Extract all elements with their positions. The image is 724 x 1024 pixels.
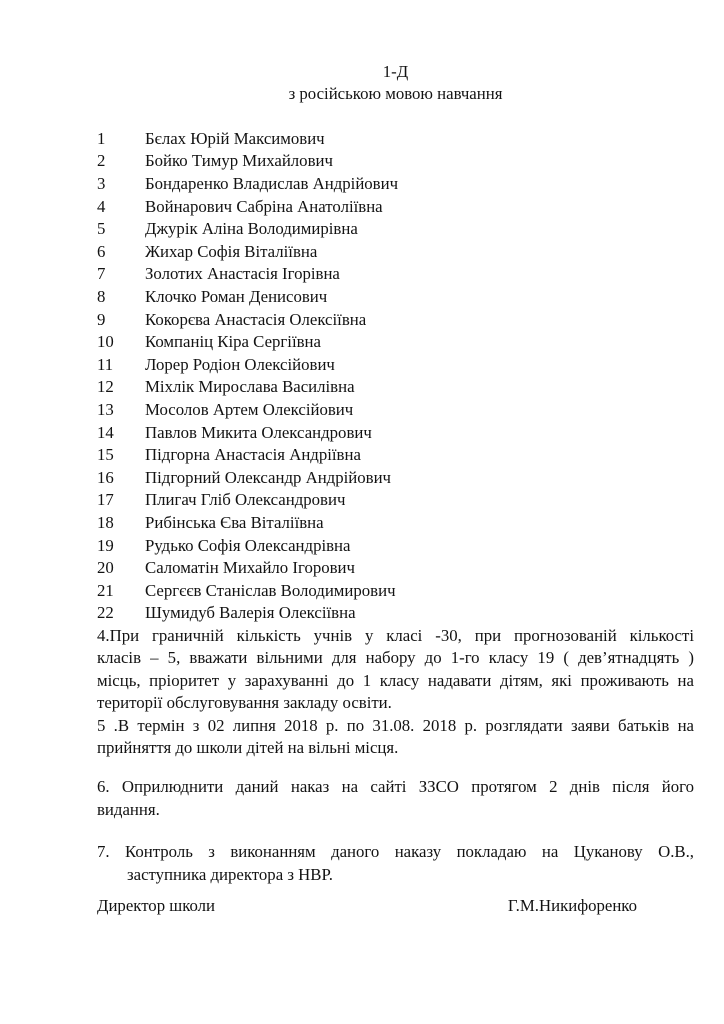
student-name: Джурік Аліна Володимирівна — [145, 219, 358, 239]
student-name: Саломатін Михайло Ігорович — [145, 558, 355, 578]
roster-number: 1 — [97, 128, 106, 148]
paragraph-line: заступника директора з НВР. — [127, 864, 333, 884]
paragraph-line: 5 .В термін з 02 липня 2018 р. по 31.08. 2018 р. розглядати заяви батьків на — [97, 715, 694, 735]
student-name: Компаніц Кіра Сергіївна — [145, 332, 321, 352]
order-paragraph-p6 — [97, 776, 694, 821]
roster-number: 6 — [97, 241, 106, 261]
roster-number: 22 — [97, 603, 114, 623]
roster-row — [97, 128, 694, 151]
paragraph-line: 7. Контроль з виконанням даного наказу покладаю на Цуканову О.В., — [97, 842, 694, 862]
paragraph-line: 4.При граничній кількість учнів у класі -30, при прогнозованій кількості — [97, 625, 694, 645]
roster-row — [97, 241, 694, 264]
student-name: Підгорний Олександр Андрійович — [145, 467, 391, 487]
roster-row — [97, 263, 694, 286]
roster-number: 3 — [97, 174, 106, 193]
roster-number: 20 — [97, 558, 114, 578]
roster-number: 19 — [97, 535, 114, 555]
roster-row — [97, 376, 694, 399]
roster-number: 17 — [97, 490, 114, 510]
student-name: Підгорна Анастасія Андріївна — [145, 445, 361, 465]
student-name: Міхлік Мирослава Василівна — [145, 377, 355, 397]
paragraph-line: 6. Оприлюднити даний наказ на сайті ЗЗСО протягом 2 днів після його — [97, 777, 694, 797]
paragraph-line: місць, пріоритет у зарахуванні до 1 класу надавати дітям, які проживають на — [97, 670, 694, 690]
roster-number: 10 — [97, 332, 114, 352]
student-name: Павлов Микита Олександрович — [145, 422, 372, 442]
roster-row — [97, 218, 694, 241]
student-name: Плигач Гліб Олександрович — [145, 490, 346, 510]
student-name: Лорер Родіон Олексійович — [145, 354, 335, 374]
order-paragraph-p5 — [97, 715, 694, 760]
roster-row — [97, 444, 694, 467]
student-name: Сергєєв Станіслав Володимирович — [145, 580, 396, 600]
paragraph-line: класів – 5, вважати вільними для набору до 1-го класу 19 ( дев’ятнадцять ) — [97, 648, 694, 668]
roster-row — [97, 580, 694, 603]
student-name: Клочко Роман Денисович — [145, 286, 328, 306]
roster-row — [97, 286, 694, 309]
roster-number: 15 — [97, 445, 114, 465]
student-name: Войнарович Сабріна Анатоліївна — [145, 196, 383, 216]
order-paragraphs — [97, 625, 694, 886]
paragraph-line: території обслуговування закладу освіти. — [97, 693, 392, 713]
roster-row — [97, 331, 694, 354]
roster-number: 13 — [97, 399, 114, 419]
student-name: Рибінська Єва Віталіївна — [145, 512, 324, 532]
student-name: Шумидуб Валерія Олексіївна — [145, 603, 356, 623]
document-content — [97, 61, 694, 917]
roster-number: 7 — [97, 264, 106, 284]
roster-number: 16 — [97, 467, 114, 487]
roster-number: 18 — [97, 512, 114, 532]
student-name: Кокорєва Анастасія Олексіївна — [145, 309, 367, 329]
roster-row — [97, 422, 694, 445]
roster-row — [97, 196, 694, 219]
page-title: 1-Д — [382, 62, 409, 81]
student-name: Жихар Софія Віталіївна — [145, 241, 318, 261]
student-name: Бєлах Юрій Максимович — [145, 128, 325, 148]
roster-number: 21 — [97, 580, 114, 600]
roster-row — [97, 557, 694, 580]
student-name: Бондаренко Владислав Андрійович — [145, 174, 399, 193]
page-subtitle: з російською мовою навчання — [288, 84, 503, 104]
roster-row — [97, 399, 694, 422]
order-paragraph-p4 — [97, 625, 694, 715]
roster-number: 4 — [97, 196, 106, 216]
student-name: Рудько Софія Олександрівна — [145, 535, 351, 555]
roster-number: 12 — [97, 377, 114, 397]
student-name: Мосолов Артем Олексійович — [145, 399, 354, 419]
roster-row — [97, 150, 694, 173]
roster-number: 5 — [97, 219, 106, 239]
signature-name: Г.М.Никифоренко — [507, 895, 637, 915]
signature-row — [97, 895, 694, 917]
student-name: Бойко Тимур Михайлович — [145, 151, 333, 171]
order-paragraph-p7 — [97, 841, 694, 886]
roster-number: 2 — [97, 151, 106, 171]
roster-row — [97, 354, 694, 377]
roster-row — [97, 512, 694, 535]
roster-number: 8 — [97, 286, 106, 306]
roster-number: 9 — [97, 309, 106, 329]
paragraph-line: видання. — [97, 799, 160, 819]
student-roster — [97, 128, 694, 625]
signature-role: Директор школи — [97, 895, 216, 915]
roster-row — [97, 489, 694, 512]
roster-row — [97, 309, 694, 332]
roster-number: 11 — [97, 354, 114, 374]
roster-row — [97, 173, 694, 196]
roster-row — [97, 602, 694, 625]
roster-row — [97, 467, 694, 490]
paragraph-line: прийняття до школи дітей на вільні місця. — [97, 737, 399, 757]
roster-number: 14 — [97, 422, 114, 442]
roster-row — [97, 535, 694, 558]
student-name: Золотих Анастасія Ігорівна — [145, 264, 340, 284]
